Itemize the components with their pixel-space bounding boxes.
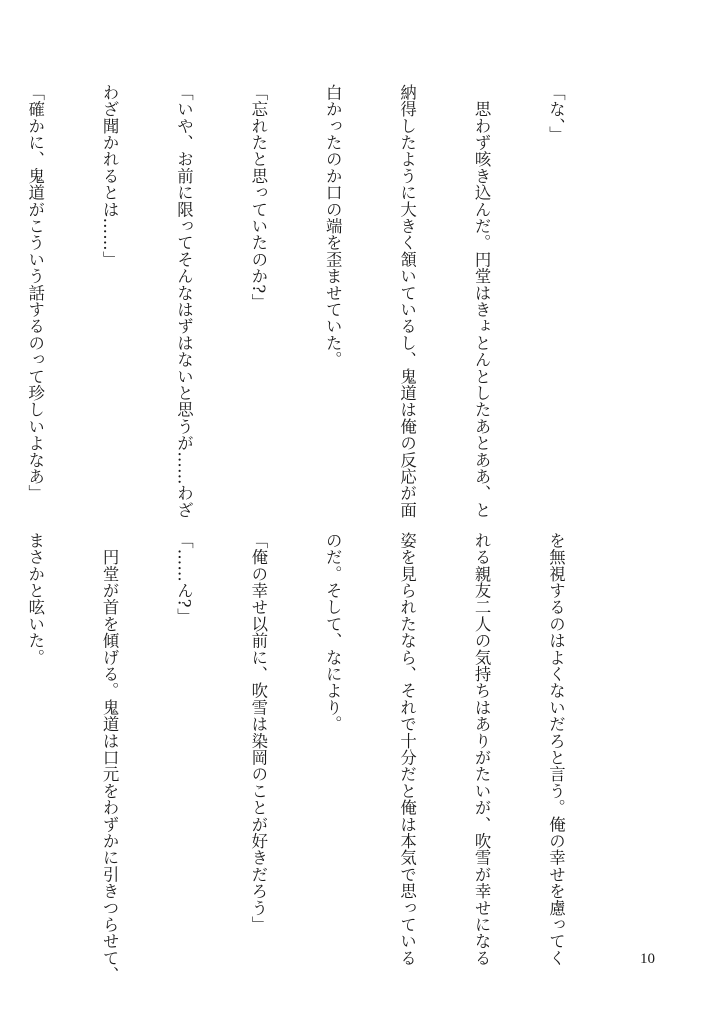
text-line: 円堂が首を傾げる。鬼道は口元をわずかに引きつらせて、 [100, 532, 120, 983]
text-line: のだ。そして、なにより。 [323, 532, 343, 733]
text-line: を無視するのはよくないだろと言う。俺の幸せを慮ってく [546, 532, 566, 967]
text-line: 思わず咳き込んだ。円堂はきょとんとしたあとああ、と [472, 84, 492, 519]
text-block-bottom [0, 532, 617, 983]
text-line: わざ聞かれるとは……」 [100, 84, 120, 268]
text-line: 「俺の幸せ以前に、吹雪は染岡のことが好きだろう」 [248, 532, 268, 933]
text-block-top [0, 84, 617, 519]
text-line: 「忘れたと思っていたのか?」 [248, 84, 268, 311]
text-line: 白かったのか口の端を歪ませていた。 [323, 84, 343, 368]
text-line: 「確かに、鬼道がこういう話するのって珍しいよなあ」 [25, 84, 45, 502]
text-line: まさかと呟いた。 [25, 532, 45, 666]
text-line: 「な、」 [546, 84, 566, 143]
text-line: れる親友二人の気持ちはありがたいが、吹雪が幸せになる [472, 532, 492, 967]
text-line: 姿を見られたなら、それで十分だと俺は本気で思っている [397, 532, 417, 967]
text-line: 納得したように大きく頷いているし、鬼道は俺の反応が面 [397, 84, 417, 519]
text-line: 「……ん?」 [174, 532, 194, 625]
text-line: 「いや、お前に限ってそんなはずはないと思うが……わざ [174, 84, 194, 519]
page-number: 10 [640, 951, 655, 967]
